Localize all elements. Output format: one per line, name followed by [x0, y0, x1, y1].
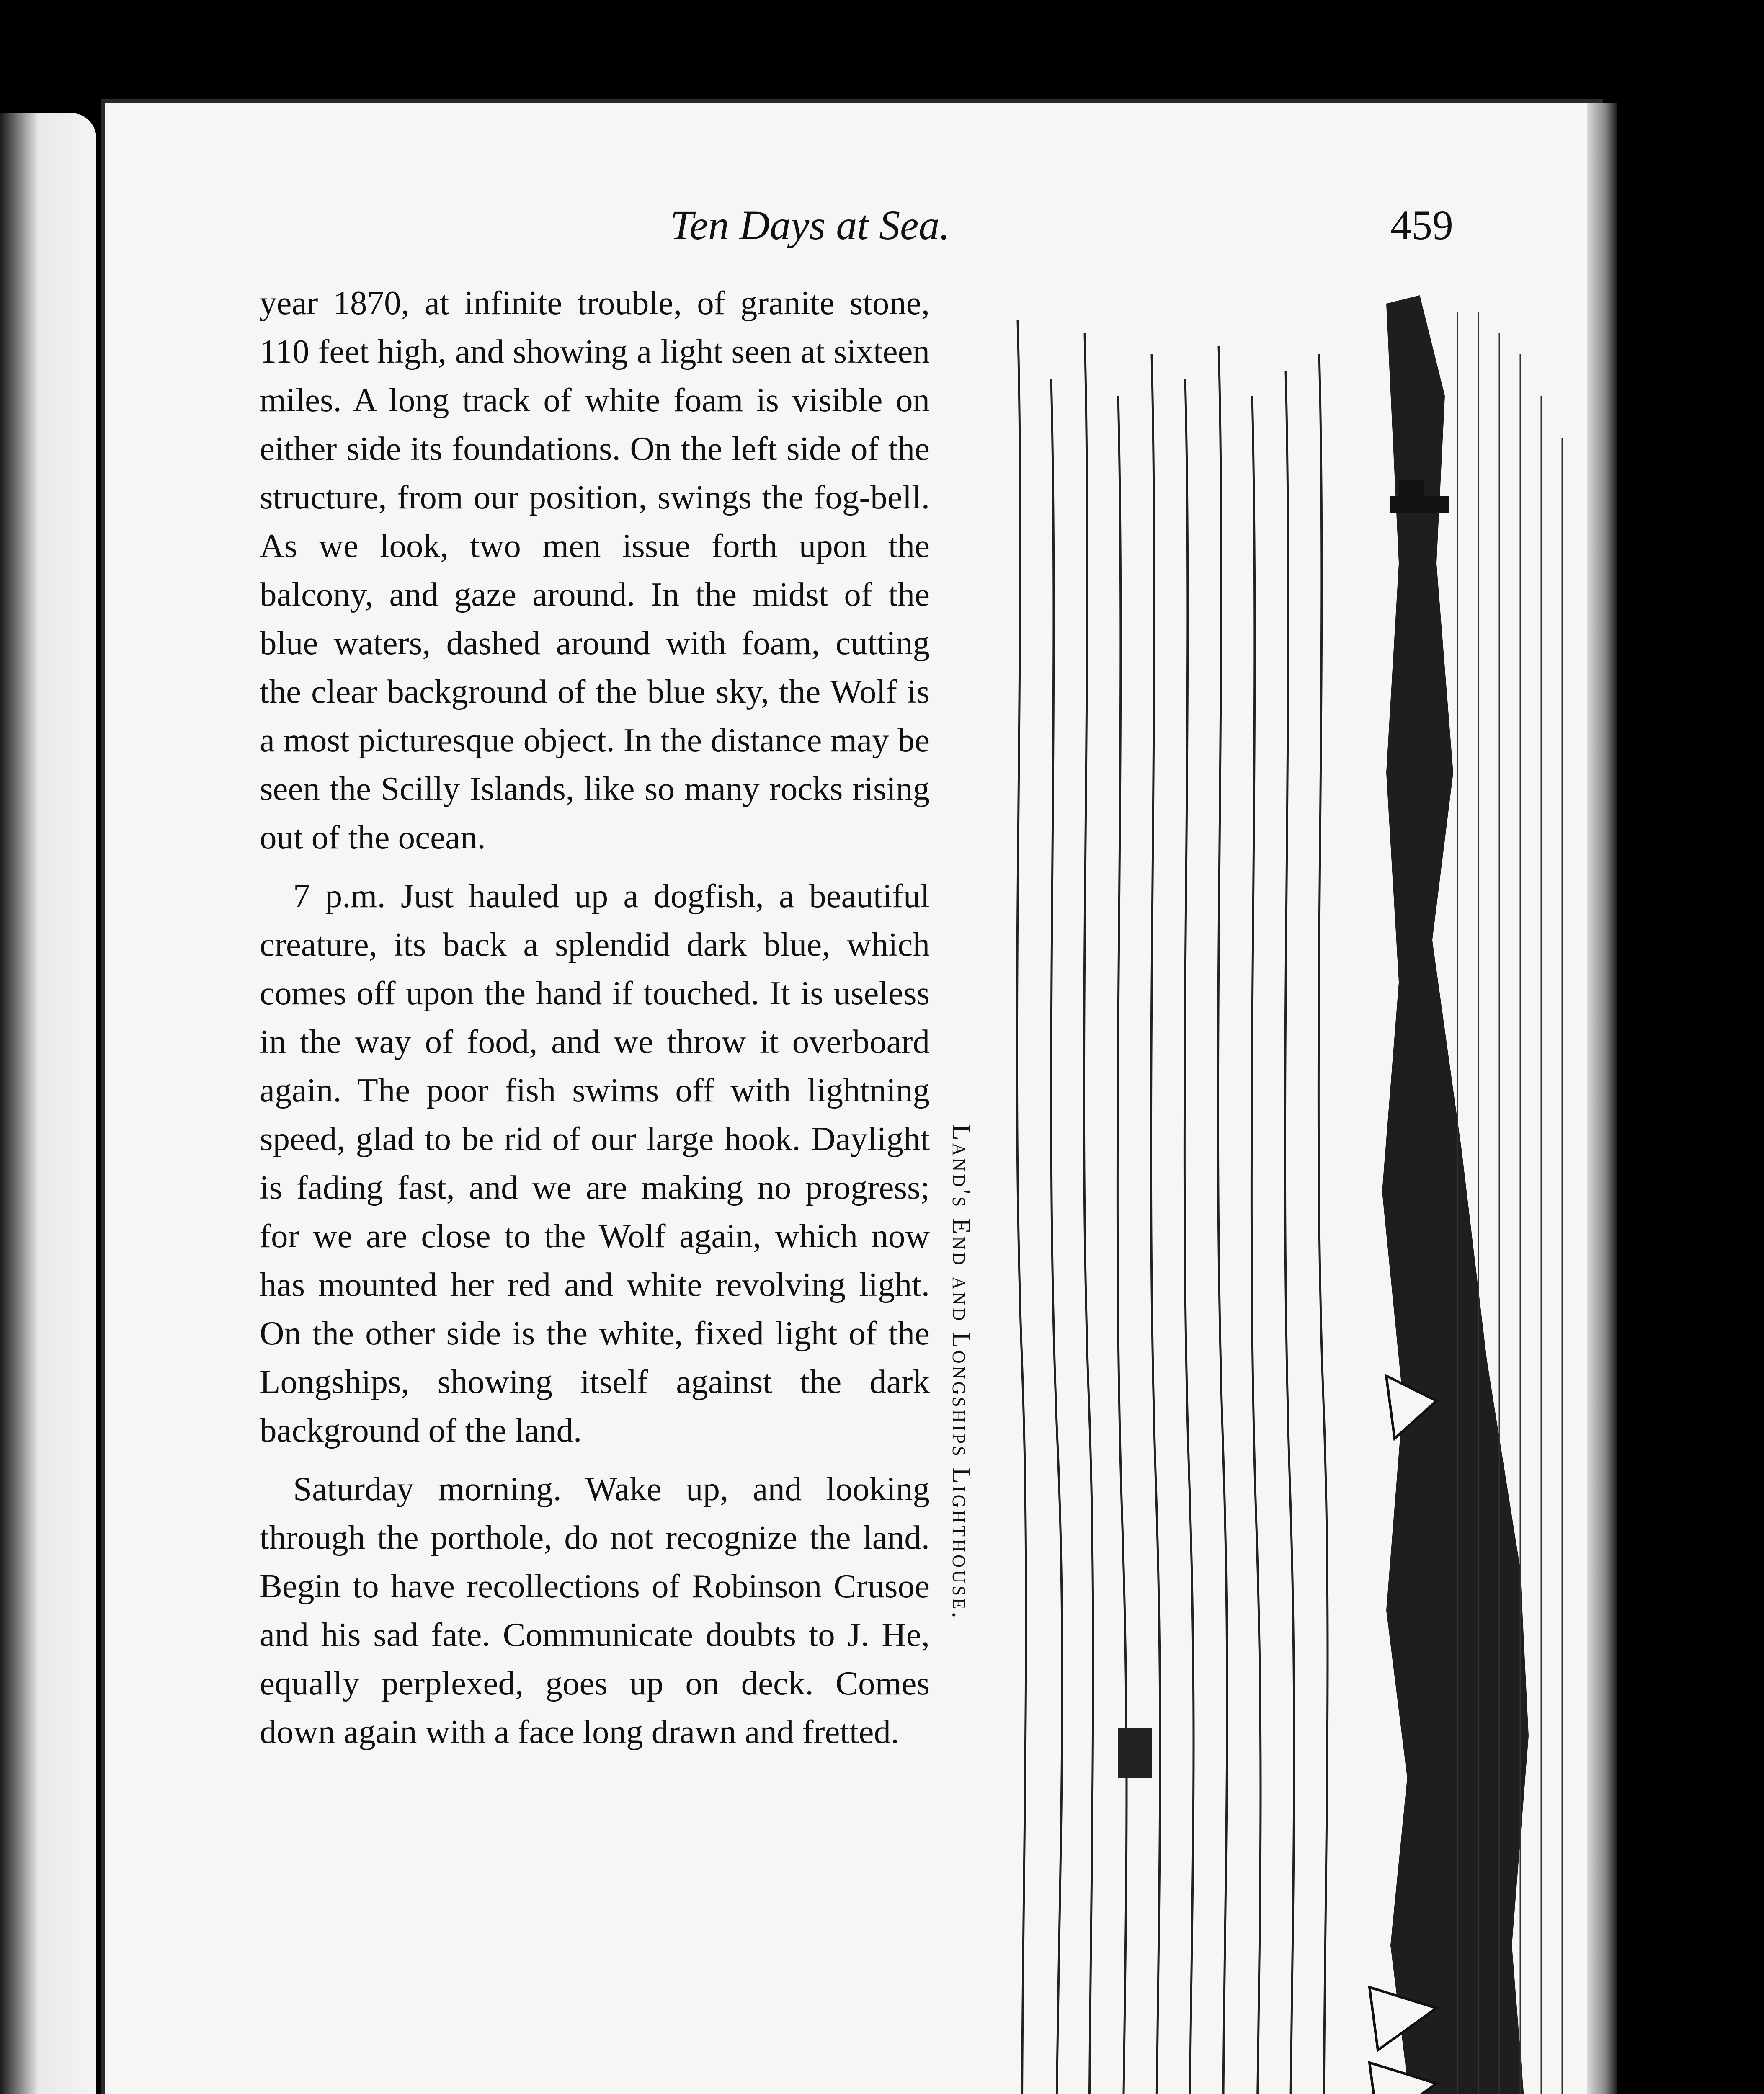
- page-number: 459: [1390, 202, 1453, 248]
- running-title: Ten Days at Sea.: [670, 202, 950, 248]
- running-head: [105, 201, 1600, 276]
- engraving-illustration: [892, 270, 1604, 2094]
- sea-hatching: [1017, 320, 1328, 2094]
- land-mass: [1382, 295, 1529, 2094]
- page-fore-edge: [1587, 103, 1617, 2094]
- paragraph-3: Saturday morning. Wake up, and looking through the porthole, do not recognize the land. Begin to have recollections of Robinson Crusoe and his sad fate. Communicate doubts to J. He, equally perplexed, goes up on deck. Comes down again with a face long drawn and fretted.: [260, 1470, 930, 1751]
- paragraph-1: year 1870, at infinite trouble, of granite stone, 110 feet high, and showing a light seen at sixteen miles. A long track of white foam is visible on either side its foundations. On the left side of the structure, from our position, swings the fog-bell. As we look, two men issue forth upon the balcony, and gaze around. In the midst of the blue waters, dashed around with foam, cutting the clear background of the blue sky, the Wolf is a most picturesque object. In the distance may be seen the Scilly Islands, like so many rocks rising out of the ocean.: [260, 284, 930, 856]
- illustration-caption: [926, 1124, 984, 1962]
- small-boat: [1118, 1728, 1152, 1778]
- book-page: [105, 103, 1600, 2094]
- caption-text: Land's End and Longships Lighthouse.: [947, 1124, 975, 1621]
- coastal-engraving-image: [892, 270, 1604, 2094]
- paragraph-2: 7 p.m. Just hauled up a dogfish, a beautiful creature, its back a splendid dark blue, which comes off upon the hand if touched. It is useless in the way of food, and we throw it overboard again. The poor fish swims off with lightning speed, glad to be rid of our large hook. Daylight is fading fast, and we are making no progress; for we are close to the Wolf again, which now has mounted her red and white revolving light. On the other side is the white, fixed light of the Longships, showing itself against the dark background of the land.: [260, 877, 930, 1449]
- adjacent-page-edge: [0, 113, 96, 2094]
- body-text: [260, 279, 930, 1766]
